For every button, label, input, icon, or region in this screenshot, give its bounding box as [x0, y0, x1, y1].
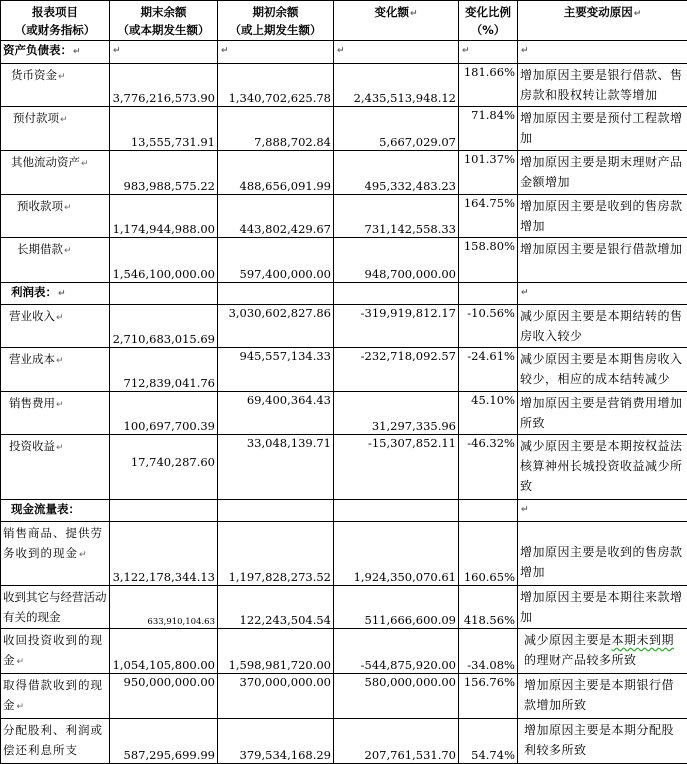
reason-text: 增加原因主要是银行借款增加 [518, 238, 687, 283]
begin-value: 122,243,504.54 [218, 586, 334, 629]
section-title [1, 41, 110, 64]
item-cell [1, 522, 110, 586]
empty-cell [459, 41, 518, 64]
table-row [1, 522, 687, 586]
end-value-cell [110, 435, 218, 500]
header-reason [518, 1, 687, 41]
empty-cell [110, 283, 218, 305]
change-pct: 181.66% [459, 64, 518, 107]
item-label: 销售商品、提供劳务收到的现金 [3, 526, 103, 560]
paragraph-mark: ↵ [521, 288, 529, 298]
item-cell [1, 195, 110, 238]
end-value: 100,697,700.39 [110, 392, 218, 435]
header-begin-line2: （或上期发生额） [220, 21, 331, 39]
reason-part: 减少原因主要是 [524, 633, 612, 647]
empty-cell [218, 283, 334, 305]
change-value: -544,875,920.00 [334, 629, 459, 674]
end-value: 17,740,287.60 [131, 455, 215, 469]
table-row [1, 195, 687, 238]
end-value: 633,910,104.63 [147, 617, 215, 627]
change-pct: 71.84% [459, 107, 518, 151]
table-row [1, 586, 687, 629]
change-pct: -46.32% [459, 435, 518, 500]
header-change [334, 1, 459, 41]
reason-text: 减少原因主要是本期结转的售房收入较少 [518, 305, 687, 348]
begin-value: 379,534,168.29 [218, 719, 334, 764]
reason-text [518, 629, 687, 674]
change-value: 31,297,335.96 [334, 392, 459, 435]
section-income-label: 利润表： [11, 285, 57, 299]
empty-cell [518, 500, 687, 522]
change-value: 207,761,531.70 [334, 719, 459, 764]
header-begin-balance [218, 1, 334, 41]
change-pct: -34.08% [459, 629, 518, 674]
empty-cell [518, 41, 687, 64]
end-value: 2,710,683,015.69 [110, 305, 218, 348]
reason-text: 增加原因主要是收到的售房款增加 [518, 195, 687, 238]
change-value: 580,000,000.00 [334, 674, 459, 719]
empty-cell [334, 41, 459, 64]
change-value: -15,307,852.11 [334, 435, 459, 500]
item-label: 预付款项 [13, 111, 59, 125]
paragraph-mark: ↵ [64, 203, 72, 213]
item-label: 营业收入 [9, 309, 55, 323]
paragraph-mark: ↵ [58, 72, 66, 82]
section-cash-label: 现金流量表： [11, 502, 80, 516]
reason-text: 增加原因主要是银行借款、售房款和股权转让款等增加 [518, 64, 687, 107]
item-cell [1, 392, 110, 435]
item-cell [1, 674, 110, 719]
begin-value: 597,400,000.00 [218, 238, 334, 283]
paragraph-mark: ↵ [17, 702, 26, 712]
end-value: 3,122,178,344.13 [110, 522, 218, 586]
item-label: 货币资金 [11, 68, 57, 82]
change-value: 495,332,483.23 [334, 151, 459, 195]
header-change-pct [459, 1, 518, 41]
header-end-line2: （或本期发生额） [112, 21, 215, 39]
table-row [1, 151, 687, 195]
empty-cell [459, 283, 518, 305]
header-item [1, 1, 110, 41]
header-end-balance [110, 1, 218, 41]
change-value: -232,718,092.57 [334, 348, 459, 392]
header-change-label: 变化额 [374, 5, 409, 19]
change-value: 1,924,350,070.61 [334, 522, 459, 586]
item-label: 销售费用 [9, 396, 55, 410]
change-value: 5,667,029.07 [334, 107, 459, 151]
section-cash-row [1, 500, 687, 522]
item-label: 收回投资收到的现金 [3, 633, 103, 667]
empty-cell [459, 500, 518, 522]
empty-cell [110, 41, 218, 64]
end-value: 1,174,944,988.00 [110, 195, 218, 238]
item-cell [1, 348, 110, 392]
change-value: 511,666,600.09 [334, 586, 459, 629]
paragraph-mark: ↵ [73, 47, 81, 57]
item-label: 取得借款收到的现金 [3, 678, 103, 712]
paragraph-mark: ↵ [221, 46, 229, 56]
empty-cell [334, 500, 459, 522]
begin-value: 443,802,429.67 [218, 195, 334, 238]
end-value: 587,295,699.99 [110, 719, 218, 764]
reason-text: 增加原因主要是本期分配股利较多所致 [518, 719, 687, 764]
table-row [1, 107, 687, 151]
paragraph-mark: ↵ [410, 9, 418, 19]
item-cell [1, 435, 110, 500]
header-end-line1: 期末余额 [112, 3, 215, 21]
reason-text: 增加原因主要是本期往来款增加 [518, 586, 687, 629]
table-row [1, 674, 687, 719]
item-label: 营业成本 [9, 352, 55, 366]
paragraph-mark: ↵ [462, 46, 470, 56]
header-item-line1: 报表项目 [3, 3, 107, 21]
end-value: 3,776,216,573.90 [110, 64, 218, 107]
change-pct: 164.75% [459, 195, 518, 238]
item-label: 投资收益 [9, 439, 55, 453]
begin-value: 370,000,000.00 [218, 674, 334, 719]
header-item-line2: （或财务指标） [3, 21, 107, 39]
empty-cell [518, 283, 687, 305]
end-value-cell [110, 586, 218, 629]
item-label: 其他流动资产 [11, 155, 80, 169]
change-value: -319,919,812.17 [334, 305, 459, 348]
end-value: 1,546,100,000.00 [110, 238, 218, 283]
header-pct-line2: （%） [461, 21, 515, 39]
change-value: 948,700,000.00 [334, 238, 459, 283]
table-row [1, 64, 687, 107]
paragraph-mark: ↵ [521, 46, 529, 56]
item-cell [1, 305, 110, 348]
change-pct: 418.56% [459, 586, 518, 629]
empty-cell [110, 500, 218, 522]
item-cell [1, 586, 110, 629]
reason-text: 增加原因主要是预付工程款增加 [518, 107, 687, 151]
paragraph-mark: ↵ [634, 9, 642, 19]
change-pct: -24.61% [459, 348, 518, 392]
section-title [1, 500, 110, 522]
paragraph-mark: ↵ [60, 115, 68, 125]
reason-text: 减少原因主要是本期按权益法核算神州长城投资收益减少所致 [518, 435, 687, 500]
change-pct: 160.65% [459, 522, 518, 586]
item-cell [1, 238, 110, 283]
change-pct: 156.76% [459, 674, 518, 719]
table-row [1, 348, 687, 392]
paragraph-mark: ↵ [56, 313, 64, 323]
change-value: 2,435,513,948.12 [334, 64, 459, 107]
item-cell [1, 64, 110, 107]
table-row [1, 629, 687, 674]
table-row [1, 305, 687, 348]
empty-cell [334, 283, 459, 305]
begin-value: 1,197,828,273.52 [218, 522, 334, 586]
paragraph-mark: ↵ [113, 46, 121, 56]
paragraph-mark: ↵ [56, 400, 64, 410]
item-cell [1, 629, 110, 674]
begin-value: 488,656,091.99 [218, 151, 334, 195]
begin-value: 69,400,364.43 [218, 392, 334, 435]
reason-text: 增加原因主要是收到的售房款增加 [518, 522, 687, 586]
end-value: 950,000,000.00 [110, 674, 218, 719]
item-label: 预收款项 [17, 199, 63, 213]
end-value: 13,555,731.91 [110, 107, 218, 151]
paragraph-mark: ↵ [81, 159, 89, 169]
paragraph-mark: ↵ [79, 550, 88, 560]
header-row [1, 1, 687, 41]
begin-value: 33,048,139.71 [218, 435, 334, 500]
header-begin-line1: 期初余额 [220, 3, 331, 21]
table-row [1, 719, 687, 764]
reason-text: 增加原因主要是营销费用增加所致 [518, 392, 687, 435]
change-pct: 54.74% [459, 719, 518, 764]
paragraph-mark: ↵ [56, 443, 64, 453]
table-row [1, 392, 687, 435]
change-value: 731,142,558.33 [334, 195, 459, 238]
begin-value: 3,030,602,827.86 [218, 305, 334, 348]
change-pct: 158.80% [459, 238, 518, 283]
item-cell [1, 151, 110, 195]
reason-text: 增加原因主要是本期银行借款增加所致 [518, 674, 687, 719]
paragraph-mark: ↵ [337, 46, 345, 56]
header-pct-line1: 变化比例 [461, 3, 515, 21]
paragraph-mark: ↵ [56, 356, 64, 366]
item-label: 收到其它与经营活动有关的现金 [3, 590, 107, 624]
begin-value: 1,598,981,720.00 [218, 629, 334, 674]
section-balance-label: 资产负债表： [3, 43, 72, 57]
reason-part: 的理财产品较多所致 [524, 653, 637, 667]
section-income-row [1, 283, 687, 305]
empty-cell [218, 500, 334, 522]
table-row [1, 435, 687, 500]
table-row [1, 238, 687, 283]
paragraph-mark: ↵ [17, 657, 26, 667]
paragraph-mark: ↵ [521, 505, 529, 515]
section-balance-row [1, 41, 687, 64]
change-pct: 45.10% [459, 392, 518, 435]
reason-text: 增加原因主要是期末理财产品金额增加 [518, 151, 687, 195]
item-cell [1, 719, 110, 764]
section-title [1, 283, 110, 305]
change-pct: -10.56% [459, 305, 518, 348]
reason-grammar-flag: 本期未到期 [612, 633, 675, 647]
end-value: 1,054,105,800.00 [110, 629, 218, 674]
paragraph-mark: ↵ [58, 289, 66, 299]
item-cell [1, 107, 110, 151]
reason-text: 减少原因主要是本期售房收入较少，相应的成本结转减少 [518, 348, 687, 392]
end-value: 983,988,575.22 [110, 151, 218, 195]
item-label: 分配股利、利润或偿还利息所支 [3, 723, 103, 757]
end-value: 712,839,041.76 [110, 348, 218, 392]
change-pct: 101.37% [459, 151, 518, 195]
begin-value: 1,340,702,625.78 [218, 64, 334, 107]
begin-value: 945,557,134.33 [218, 348, 334, 392]
paragraph-mark: ↵ [64, 246, 72, 256]
item-label: 长期借款 [17, 242, 63, 256]
empty-cell [218, 41, 334, 64]
begin-value: 7,888,702.84 [218, 107, 334, 151]
header-reason-label: 主要变动原因 [564, 5, 633, 19]
